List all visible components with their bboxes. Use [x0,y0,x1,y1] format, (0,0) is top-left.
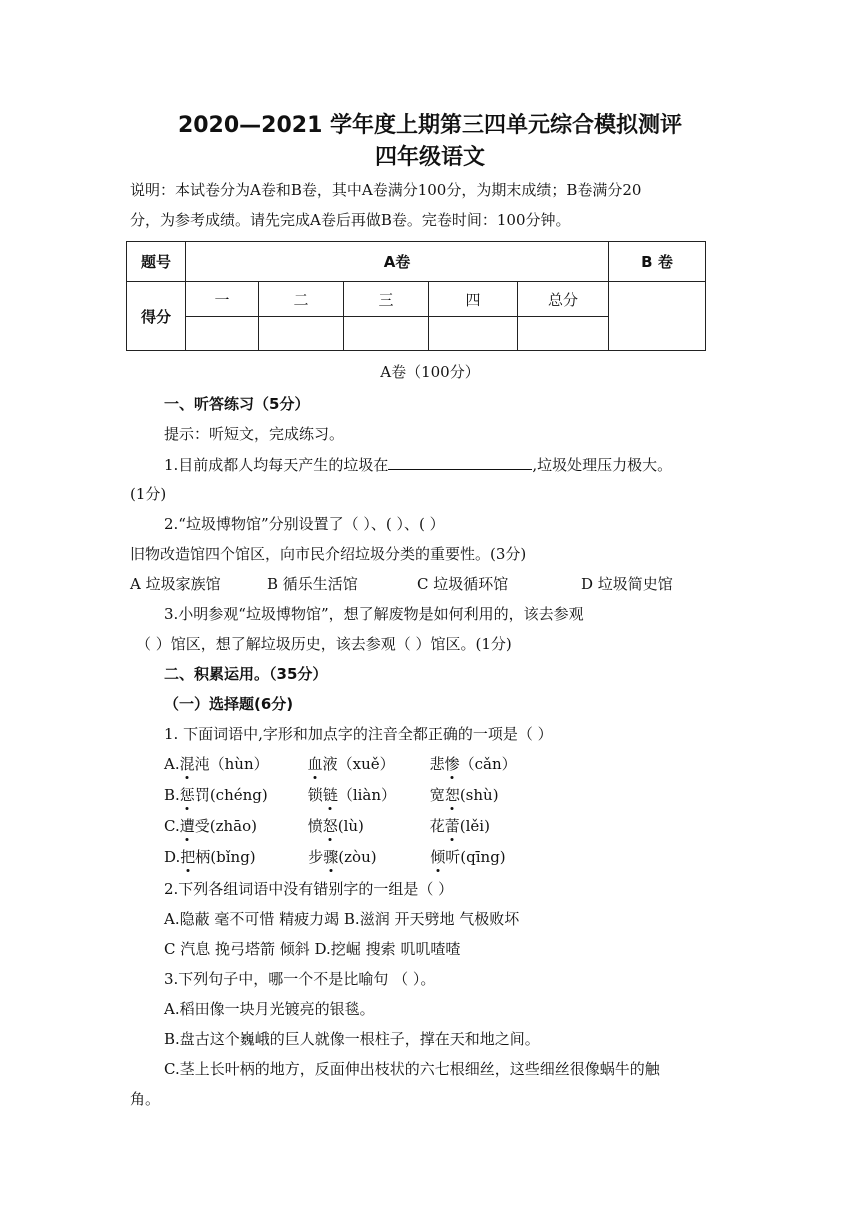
pinyin: （hùn） [209,755,269,773]
pinyin: (zhāo) [209,817,257,835]
pinyin: (shù) [459,786,499,804]
score-cell-total[interactable] [518,316,609,350]
q2-option-c: C 垃圾循环馆 [417,575,509,593]
q1-option-word [308,815,430,836]
score-col-3: 三 [344,282,429,316]
word-char: 血 [307,755,323,773]
word-char: 惨 [444,755,460,773]
q1-points: (1分) [130,485,167,503]
word-char: 倾 [430,848,446,866]
q2-line-1: A.隐蔽 毫不可惜 精疲力竭 B.滋润 开天劈地 气极败坏 [164,910,520,928]
q2-line-2: C 汽息 挽弓塔箭 倾斜 D.挖崛 搜索 叽叽喳喳 [164,940,461,958]
score-table-a-header: A卷 [186,242,609,282]
pinyin: (lù) [337,817,364,835]
exam-title: 2020—2021 学年度上期第三四单元综合模拟测评 [177,113,683,138]
word-char: 沌 [194,755,210,773]
q1-option-line [164,753,517,774]
word-char: 怒 [322,817,338,835]
part1-question-3: 3.小明参观“垃圾博物馆”，想了解废物是如何利用的，该去参观 [164,605,584,623]
score-table-header-label: 题号 [127,242,186,282]
q1-option-label: A. [164,755,180,773]
part2-sub1: （一）选择题(6分) [164,695,294,713]
word-char: 步 [308,848,324,866]
q1-option-label: C. [164,817,180,835]
q1-option-word [430,815,490,836]
score-cell-1[interactable] [186,316,259,350]
word-char: 受 [194,817,210,835]
part1-heading: 一、听答练习（5分） [164,395,310,413]
score-b-cell[interactable] [609,282,706,351]
pinyin: (lěi) [459,817,490,835]
word-char: 柄 [195,848,211,866]
q2-option-a: A 垃圾家族馆 [130,575,221,593]
section-a-title: A卷（100分） [380,363,480,381]
score-cell-2[interactable] [259,316,344,350]
word-char: 罚 [194,786,210,804]
word-char: 听 [445,848,461,866]
q1-option-word [430,753,517,774]
pinyin: (bǐng) [210,848,256,866]
part2-question-1: 1. 下面词语中,字形和加点字的注音全都正确的一项是（ ） [164,725,553,743]
word-char: 宽 [429,786,445,804]
score-col-1: 一 [186,282,259,316]
exam-subtitle: 四年级语文 [374,145,485,170]
pinyin: （cǎn） [459,755,517,773]
q1-option-label: B. [164,786,180,804]
part1-question-3-cont: （ ）馆区，想了解垃圾历史，该去参观（ ）馆区。(1分) [136,635,512,653]
pinyin: (qīng) [460,848,506,866]
word-char: 蕾 [444,817,460,835]
q3-option-a: A.稻田像一块月光镀亮的银毯。 [164,1000,375,1018]
q1-option-word [430,784,499,805]
q1-option-line [164,846,506,867]
part1-hint: 提示：听短文，完成练习。 [164,425,345,443]
q1-option-label: D. [164,848,181,866]
part2-question-2: 2.下列各组词语中没有错别字的一组是（ ） [164,880,454,898]
q2-options [130,573,673,594]
part1-question-1 [164,453,672,475]
word-char: 花 [429,817,445,835]
q1-text-a: 1.目前成都人均每天产生的垃圾在 [164,456,389,474]
q2-option-b: B 循乐生活馆 [267,575,358,593]
q1-option-word [308,784,430,805]
score-col-4: 四 [429,282,518,316]
part2-heading: 二、积累运用。（35分） [164,665,328,683]
q3-option-c: C.茎上长叶柄的地方，反面伸出枝状的六七根细丝，这些细丝很像蜗牛的触 [164,1060,660,1078]
q1-option-word [308,753,430,774]
part1-question-2: 2.“垃圾博物馆”分别设置了（ ）、( ）、( ） [164,515,445,533]
pinyin: (chéng) [209,786,268,804]
q1-option-word [180,815,308,836]
word-char: 遭 [179,817,195,835]
score-cell-3[interactable] [344,316,429,350]
word-char: 把 [180,848,196,866]
part1-question-2-cont: 旧物改造馆四个馆区，向市民介绍垃圾分类的重要性。(3分) [130,545,527,563]
score-table-score-label: 得分 [127,282,186,351]
word-char: 恕 [444,786,460,804]
q3-option-b: B.盘古这个巍峨的巨人就像一根柱子，撑在天和地之间。 [164,1030,540,1048]
q1-option-word [180,846,308,867]
q1-option-word [308,846,430,867]
score-cell-4[interactable] [429,316,518,350]
q3-option-c-cont: 角。 [130,1090,161,1108]
pinyin: （liàn） [337,786,397,804]
word-char: 混 [179,755,195,773]
word-char: 链 [322,786,338,804]
pinyin: (zòu) [338,848,377,866]
word-char: 液 [322,755,338,773]
word-char: 锁 [307,786,323,804]
score-col-2: 二 [259,282,344,316]
q1-answer-blank[interactable] [388,453,532,470]
q1-option-word [430,846,505,867]
score-col-total: 总分 [518,282,609,316]
q2-option-d: D 垃圾简史馆 [581,575,673,593]
q1-option-line [164,815,490,836]
score-table [126,241,706,351]
q1-option-word [180,784,308,805]
pinyin: （xuě） [337,755,395,773]
word-char: 悲 [429,755,445,773]
part2-question-3: 3.下列句子中，哪一个不是比喻句 （ ）。 [164,970,436,988]
word-char: 骤 [323,848,339,866]
q1-option-line [164,784,499,805]
word-char: 愤 [307,817,323,835]
q1-text-b: ,垃圾处理压力极大。 [532,456,673,474]
word-char: 惩 [179,786,195,804]
instruction-line-2: 分，为参考成绩。请先完成A卷后再做B卷。完卷时间：100分钟。 [130,211,571,229]
score-table-b-header: B 卷 [609,242,706,282]
q1-option-word [180,753,308,774]
instruction-line-1: 说明：本试卷分为A卷和B卷，其中A卷满分100分，为期末成绩；B卷满分20 [130,181,642,199]
